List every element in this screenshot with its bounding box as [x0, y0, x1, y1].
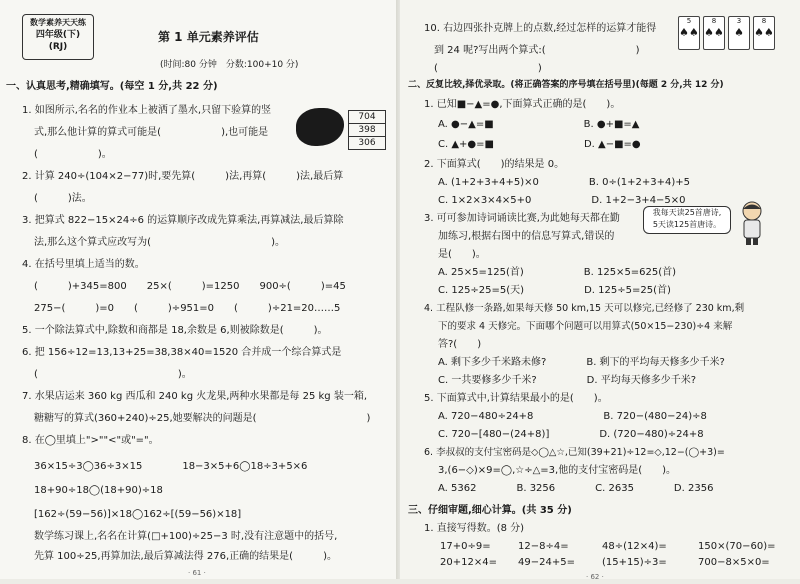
section-1-heading: 一、认真思考,精确填写。(每空 1 分,共 22 分) [6, 81, 218, 92]
q2-line1: 2. 计算 240÷(104×2−77)时,要先算( )法,再算( )法,最后算 [22, 171, 344, 182]
calc-item: 150×(70−60)= [698, 541, 776, 552]
playing-card: 3 ♠ [728, 16, 750, 50]
calc-item: 12−8÷4= [518, 541, 569, 552]
speech-bubble [643, 206, 731, 234]
s2-q4-line3: 答?( ) [438, 339, 482, 350]
q7-line2: 糖糖写的算式(360+240)÷25,她要解决的问题是( ) [34, 413, 371, 424]
s2-q2-ab: A. (1+2+3+4+5)×0 B. 0÷(1+2+3+4)+5 [438, 177, 690, 188]
bubble-line2: 5天读125首唐诗。 [652, 220, 722, 229]
calc-row: 398 [349, 124, 385, 137]
q1-line2: 式,那么他计算的算式可能是( ),也可能是 [34, 127, 269, 138]
badge-line2: 四年级(下) [35, 30, 81, 40]
s2-q1: 1. 已知■−▲=●,下面算式正确的是( )。 [424, 99, 621, 110]
q10-line3: ( ) [434, 63, 542, 74]
right-page [400, 0, 800, 579]
page-title: 第 1 单元素养评估 [158, 30, 259, 44]
playing-card: 8 ♠♠ [703, 16, 725, 50]
card-value: 3 [736, 17, 742, 25]
s2-q3-line1: 3. 可可参加诗词诵读比赛,为此她每天都在勤 [424, 213, 620, 224]
page-number-left: · 61 · [188, 569, 206, 577]
playing-card: 8 ♠♠ [753, 16, 775, 50]
q6-line2: ( )。 [34, 369, 192, 380]
q4-line1: 4. 在括号里填上适当的数。 [22, 259, 145, 270]
section-3-heading: 三、仔细审题,细心计算。(共 35 分) [408, 505, 572, 516]
s2-q3-line2: 加练习,根据右图中的信息写算式,错误的 [438, 231, 615, 242]
s2-q4-line1: 4. 工程队修一条路,如果每天修 50 km,15 天可以修完,已经修了 230 km,剩 [424, 303, 745, 314]
s2-q3-cd: C. 125÷25=5(天) D. 125÷5=25(首) [438, 285, 671, 296]
card-value: 8 [761, 17, 767, 25]
s2-q6-options: A. 5362 B. 3256 C. 2635 D. 2356 [438, 483, 714, 494]
q8-line1: 8. 在◯里填上">""<"或"="。 [22, 435, 159, 446]
calc-item: 20+12×4= [440, 557, 497, 568]
calc-row: 704 [349, 111, 385, 124]
s2-q1-cd: C. ▲+●=■ D. ▲−■=● [438, 139, 641, 150]
calc-item: (15+15)÷3= [602, 557, 667, 568]
s2-q5: 5. 下面算式中,计算结果最小的是( )。 [424, 393, 608, 404]
q4-row1: ( )+345=800 25×( )=1250 900÷( )=45 [34, 281, 346, 292]
s2-q3-ab: A. 25×5=125(首) B. 125×5=625(首) [438, 267, 677, 278]
s2-q6-line1: 6. 李叔叔的支付宝密码是◇◯△☆,已知(39+21)÷12=◇,12−(◯+3)= [424, 447, 725, 458]
calc-row: 306 [358, 138, 376, 148]
s2-q5-cd: C. 720−[480−(24+8)] D. (720−480)÷24+8 [438, 429, 704, 440]
calc-item: 48÷(12×4)= [602, 541, 667, 552]
badge-line3: (RJ) [48, 42, 68, 52]
q2-line2: ( )法。 [34, 193, 92, 204]
q10-line2: 到 24 呢?写出两个算式:( ) [434, 45, 640, 56]
q1-line3: ( )。 [34, 149, 112, 160]
q1-line1: 1. 如图所示,名名的作业本上被洒了墨水,只留下验算的竖 [22, 105, 272, 116]
vertical-calculation [348, 110, 386, 150]
page-subtitle: (时间:80 分钟 分数:100+10 分) [160, 60, 299, 70]
card-value: 8 [711, 17, 717, 25]
q3-line2: 法,那么这个算式应改写为( )。 [34, 237, 285, 248]
s3-q1-heading: 1. 直接写得数。(8 分) [424, 523, 525, 534]
playing-card: 5 ♠♠ [678, 16, 700, 50]
q7-line1: 7. 水果店运来 360 kg 西瓜和 240 kg 火龙果,两种水果都是每 25 kg 装一箱, [22, 391, 367, 402]
q6-line1: 6. 把 156÷12=13,13+25=38,38×40=1520 合并成一个综合算式是 [22, 347, 342, 358]
q10-line1: 10. 右边四张扑克牌上的点数,经过怎样的运算才能得 [424, 23, 657, 34]
q4-row2: 275−( )=0 ( )÷951=0 ( )÷21=20……5 [34, 303, 341, 314]
q8-row1: 36×15÷3◯36÷3×15 18−3×5+6◯18÷3+5×6 [34, 461, 308, 472]
s2-q6-line2: 3,(6−◇)×9=◯,☆÷△=3,他的支付宝密码是( )。 [438, 465, 677, 476]
book-badge [22, 14, 94, 60]
calc-item: 49−24+5= [518, 557, 575, 568]
badge-line1: 数学素养天天练 [30, 18, 86, 27]
left-page [0, 0, 400, 579]
child-illustration [736, 200, 768, 246]
q3-line1: 3. 把算式 822−15×24÷6 的运算顺序改成先算乘法,再算减法,最后算除 [22, 215, 344, 226]
q5-line: 5. 一个除法算式中,除数和商都是 18,余数是 6,则被除数是( )。 [22, 325, 328, 336]
card-value: 5 [686, 17, 692, 25]
s2-q2-cd: C. 1×2×3×4×5+0 D. 1+2−3+4−5×0 [438, 195, 686, 206]
q9-line1: 数学练习课上,名名在计算(□+100)÷25−3 时,没有注意题中的括号, [34, 531, 338, 542]
s2-q4-ab: A. 剩下多少千米路未修? B. 剩下的平均每天修多少千米? [438, 357, 725, 368]
s2-q2: 2. 下面算式( )的结果是 0。 [424, 159, 565, 170]
s2-q5-ab: A. 720−480÷24+8 B. 720−(480−24)÷8 [438, 411, 707, 422]
q8-row2: 18+90÷18◯(18+90)÷18 [34, 485, 163, 496]
s2-q3-line3: 是( )。 [438, 249, 486, 260]
ink-blot [296, 108, 344, 146]
s2-q4-cd: C. 一共要修多少千米? D. 平均每天修多少千米? [438, 375, 697, 386]
page-number-right: · 62 · [586, 573, 604, 581]
s2-q1-ab: A. ●−▲=■ B. ●+■=▲ [438, 119, 640, 130]
q8-row3: [162÷(59−56)]×18◯162÷[(59−56)×18] [34, 509, 242, 520]
bubble-line1: 我每天读25首唐诗, [652, 208, 722, 217]
calc-item: 700−8×5×0= [698, 557, 770, 568]
section-2-heading: 二、反复比较,择优录取。(将正确答案的序号填在括号里)(每题 2 分,共 12 分) [408, 80, 724, 90]
calc-item: 17+0÷9= [440, 541, 491, 552]
s2-q4-line2: 下的要求 4 天修完。下面哪个问题可以用算式(50×15−230)÷4 来解 [438, 321, 733, 332]
q9-line2: 先算 100÷25,再算加法,最后算减法得 276,正确的结果是( )。 [34, 551, 337, 562]
